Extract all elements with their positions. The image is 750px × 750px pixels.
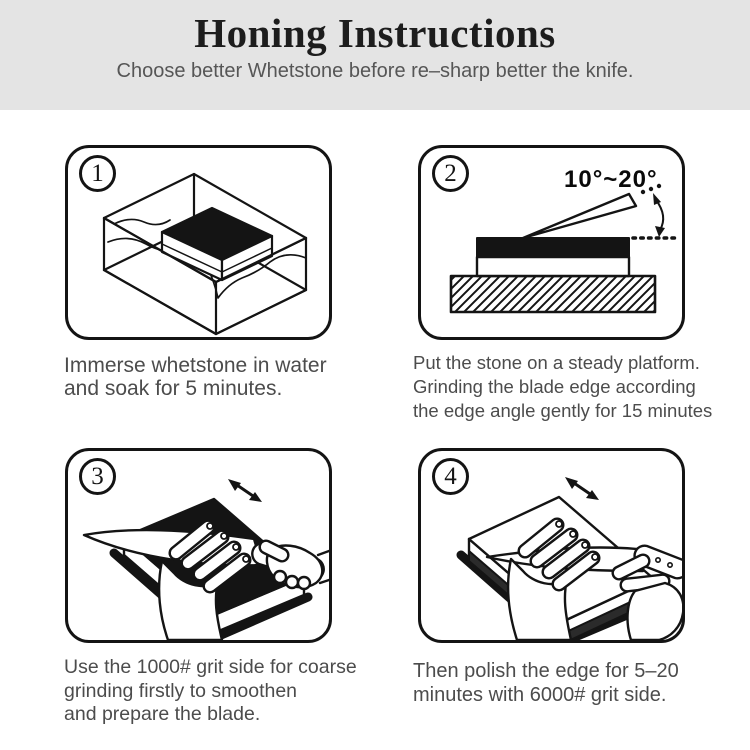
step4-panel xyxy=(418,448,685,643)
stone-base xyxy=(477,257,629,276)
step4-caption xyxy=(413,659,679,707)
step1-caption xyxy=(64,354,327,400)
caption-line: Then polish the edge for 5–20 xyxy=(413,660,679,682)
angle-arc-arrow-icon xyxy=(653,193,665,237)
whetstone-block xyxy=(162,208,272,280)
angle-range-label: 10°~20° xyxy=(564,166,658,193)
double-arrow-icon xyxy=(228,479,262,502)
stone-top-black xyxy=(477,238,629,257)
step2-panel xyxy=(418,145,685,340)
caption-line: Immerse whetstone in water xyxy=(64,354,327,377)
step1-number-badge: 1 xyxy=(79,155,116,192)
right-hand-grip xyxy=(266,546,329,589)
platform-hatched xyxy=(451,276,655,312)
step3-caption xyxy=(64,656,357,727)
double-arrow-icon xyxy=(565,477,599,500)
step2-caption xyxy=(413,351,712,423)
caption-line: Use the 1000# grit side for coarse xyxy=(64,656,357,678)
page-subtitle: Choose better Whetstone before re–sharp better the knife. xyxy=(116,60,634,82)
caption-line: the edge angle gently for 15 minutes xyxy=(413,400,713,421)
step1-panel xyxy=(65,145,332,340)
step3-panel xyxy=(65,448,332,643)
caption-line: and soak for 5 minutes. xyxy=(64,377,283,400)
handle-rivet xyxy=(656,558,660,562)
header-banner xyxy=(0,0,750,110)
caption-line: and prepare the blade. xyxy=(64,703,261,725)
step4-number-badge: 4 xyxy=(432,458,469,495)
step3-number-badge: 3 xyxy=(79,458,116,495)
page-title: Honing Instructions xyxy=(194,10,556,56)
caption-line: Grinding the blade edge according xyxy=(413,376,696,397)
caption-line: minutes with 6000# grit side. xyxy=(413,684,667,706)
caption-line: Put the stone on a steady platform. xyxy=(413,352,700,373)
handle-rivet xyxy=(668,563,672,567)
caption-line: grinding firstly to smoothen xyxy=(64,679,298,702)
step2-number-badge: 2 xyxy=(432,155,469,192)
knife-blade-wedge xyxy=(523,194,636,238)
